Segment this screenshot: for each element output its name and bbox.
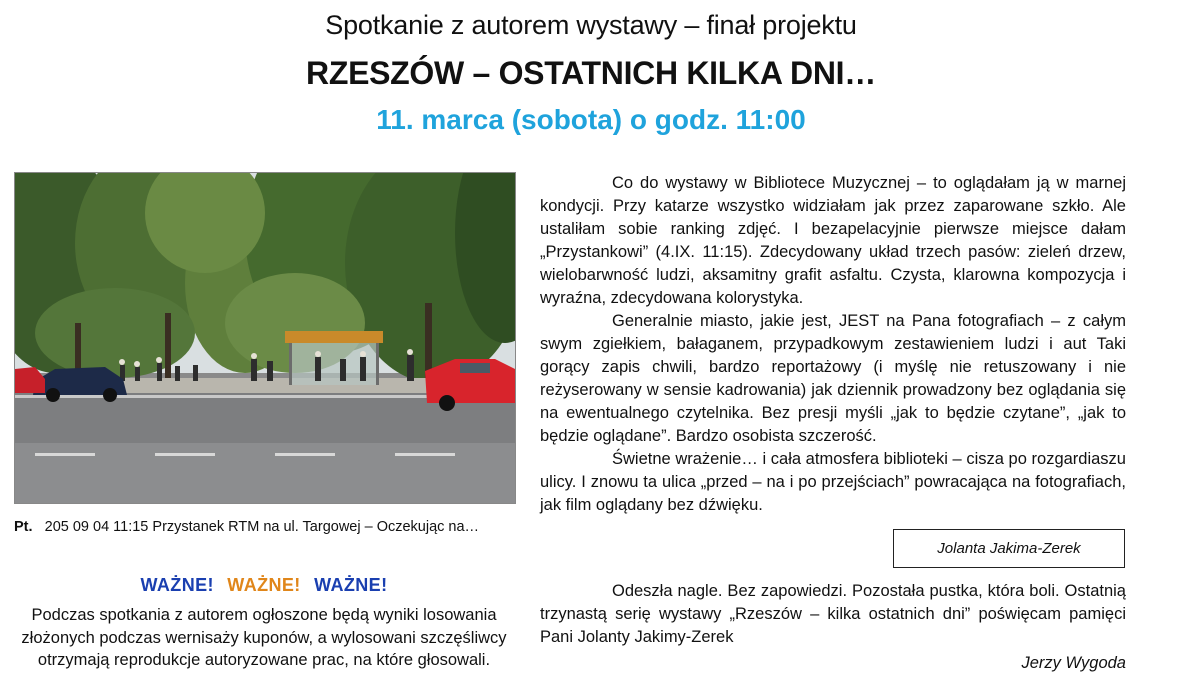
review-paragraph-2: Generalnie miasto, jakie jest, JEST na Pana fotografiach – z całym swym zgiełkiem, bałaganem, przypadkowym zestawieniem ludzi i aut Taki gorący zapis chwili, bardzo reportażowy (i myślę nie retuszowany i nie reżyserowany w sensie kadrowania) jak dziennik prowadzony bez oglądania się na ewentualnego czytelnika. Bez presji myśli „jak to będzie czytane”, „jak to będzie oglądane”. Bardzo osobista szczerość. bbox=[540, 312, 1126, 445]
caption-prefix: Pt. bbox=[14, 519, 33, 535]
caption-text: 205 09 04 11:15 Przystanek RTM na ul. Targowej – Oczekując na… bbox=[44, 519, 480, 535]
photo-caption bbox=[14, 519, 519, 535]
bus-stop-photo bbox=[14, 172, 516, 504]
review-paragraph-1: Co do wystawy w Bibliotece Muzycznej – to oglądałam ją w marnej kondycji. Przy katarze wszystko widziałam jak przez zaparowane szkło. Ale ustaliłam sobie ranking zdjęć. I bezapelacyjnie pierwsze miejsce dałam „Przystankowi” (4.IX. 11:15). Zdecydowany układ trzech pasów: zieleń drzew, wielobarwność ludzi, aksamitny grafit asfaltu. Czysta, klarowna kompozycja i wyraźna, zdecydowana kolorystyka. bbox=[540, 174, 1126, 307]
closing-paragraph: Odeszła nagle. Bez zapowiedzi. Pozostała pustka, która boli. Ostatnią trzynastą serię wystawy „Rzeszów – kilka ostatnich dni” poświęcam pamięci Pani Jolanty Jakimy-Zerek bbox=[540, 582, 1126, 646]
event-subtitle: Spotkanie z autorem wystawy – finał projektu bbox=[325, 10, 857, 40]
closing-text bbox=[540, 580, 1126, 649]
review-text bbox=[540, 172, 1126, 517]
important-word-3: WAŻNE! bbox=[314, 575, 388, 595]
important-notice: Podczas spotkania z autorem ogłoszone będą wyniki losowania złożonych podczas wernisaży kuponów, a wylosowani szczęśliwcy otrzymają reprodukcje autoryzowane prac, na które głosowali. bbox=[21, 606, 507, 669]
important-word-1: WAŻNE! bbox=[140, 575, 214, 595]
important-heading bbox=[14, 575, 514, 596]
event-date: 11. marca (sobota) o godz. 11:00 bbox=[376, 104, 806, 135]
important-word-2: WAŻNE! bbox=[227, 575, 301, 595]
review-paragraph-3: Świetne wrażenie… i cała atmosfera biblioteki – cisza po rozgardiaszu ulicy. I znowu ta ulica „przed – na i po przejściach” powracająca na fotografiach, jak film oglądany bez dźwięku. bbox=[540, 450, 1126, 514]
project-title: RZESZÓW – OSTATNICH KILKA DNI… bbox=[306, 55, 876, 91]
review-signature: Jolanta Jakima-Zerek bbox=[893, 529, 1125, 568]
closing-author: Jerzy Wygoda bbox=[1021, 654, 1126, 672]
